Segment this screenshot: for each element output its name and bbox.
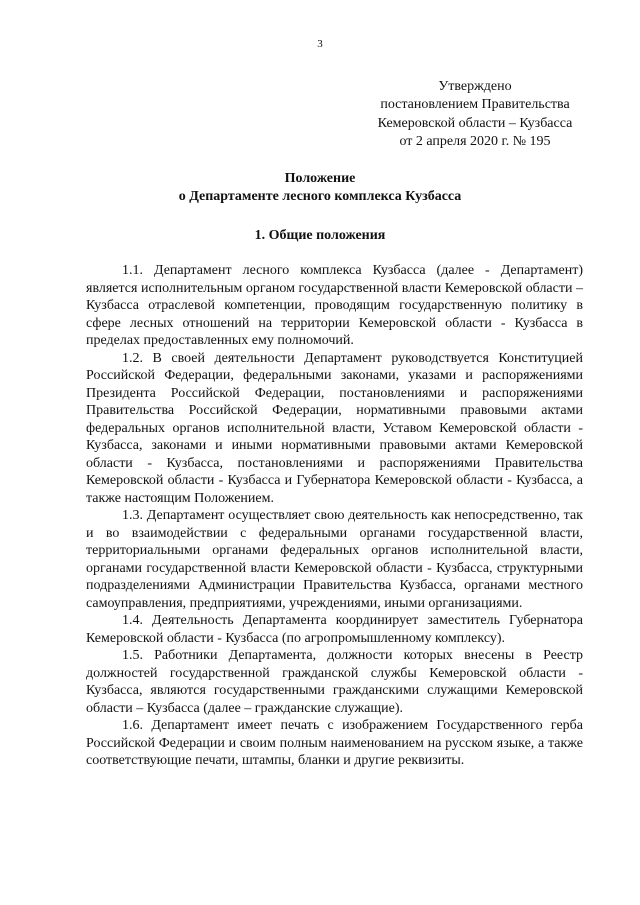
paragraph-1-1: 1.1. Департамент лесного комплекса Кузбасса (далее - Департамент) является исполнительным органом государственной власти Кемеровской области – Кузбасса отраслевой компетенции, проводящим государственную политику в сфере лесных отношений на территории Кемеровской области - Кузбасса в пределах предоставленных ему полномочий. <box>86 263 583 348</box>
approval-block <box>360 78 590 152</box>
section-body <box>86 262 583 770</box>
section-heading: 1. Общие положения <box>254 228 386 243</box>
approval-line: постановлением Правительства <box>380 97 570 113</box>
document-title <box>0 170 640 207</box>
approval-line: Кемеровской области – Кузбасса <box>377 115 573 131</box>
approval-line: Утверждено <box>438 79 512 94</box>
paragraph-1-3: 1.3. Департамент осуществляет свою деятельность как непосредственно, так и во взаимодействии с федеральными органами государственной власти, территориальными органами федеральных органов исполнительной власти, органами государственной власти Кемеровской области - Кузбасса, структурными подразделениями Администрации Правительства Кузбасса, органами местного самоуправления, предприятиями, учреждениями, иными организациями. <box>86 508 583 611</box>
document-title-line: Положение <box>284 171 356 186</box>
paragraph-1-5: 1.5. Работники Департамента, должности которых внесены в Реестр должностей государственной гражданской службы Кемеровской области - Кузбасса, являются государственными гражданскими служащими Кемеровской области – Кузбасса (далее – гражданские служащие). <box>86 648 583 716</box>
document-title-line: о Департаменте лесного комплекса Кузбасса <box>178 189 462 205</box>
page-number: 3 <box>317 38 323 50</box>
approval-line: от 2 апреля 2020 г. № 195 <box>399 134 551 150</box>
paragraph-1-2: 1.2. В своей деятельности Департамент руководствуется Конституцией Российской Федерации, федеральными законами, указами и распоряжениями Президента Российской Федерации, постановлениями и распоряжениями Правительства Российской Федерации, нормативными правовыми актами федеральных органов исполнительной власти, Уставом Кемеровской области - Кузбасса, законами и иными нормативными правовыми актами Кемеровской области - Кузбасса, постановлениями и распоряжениями Правительства Кемеровской области - Кузбасса и Губернатора Кемеровской области - Кузбасса, а также настоящим Положением. <box>86 350 583 506</box>
paragraph-1-6: 1.6. Департамент имеет печать с изображением Государственного герба Российской Федерации и своим полным наименованием на русском языке, а также соответствующие печати, штампы, бланки и другие реквизиты. <box>86 718 583 768</box>
paragraph-1-4: 1.4. Деятельность Департамента координирует заместитель Губернатора Кемеровской области - Кузбасса (по агропромышленному комплексу). <box>86 613 583 646</box>
